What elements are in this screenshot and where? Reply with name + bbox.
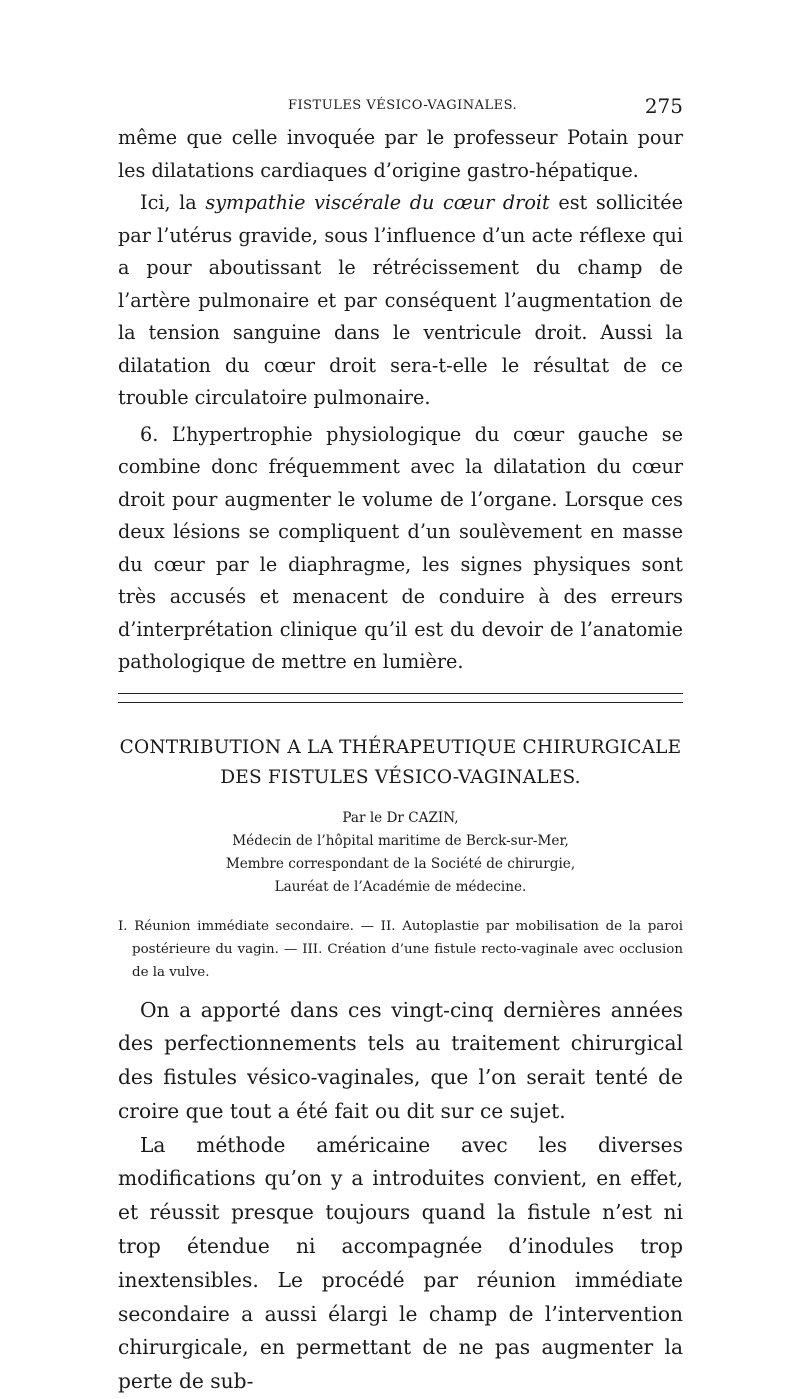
article-title-line: DES FISTULES VÉSICO-VAGINALES.	[118, 763, 683, 793]
paragraph: 6. L’hypertrophie physiologique du cœur gauche se combine donc fréquemment avec la dilatation du cœur droit pour augmenter le volume de l’organe. Lorsque ces deux lésions se compliquent d’un soulèvement en masse du cœur par le diaphragme, les signes physiques sont très accusés et menacent de conduire à des erreurs d’interprétation clinique qu’il est du devoir de l’anatomie pathologique de mettre en lumière.	[118, 419, 683, 679]
paragraph	[118, 187, 683, 415]
paragraph-text: Ici, la	[140, 191, 205, 214]
page-header	[118, 96, 683, 122]
paragraph: La méthode américaine avec les diverses modifications qu’on y a introduites convient, en effet, et réussit presque toujours quand la fistule n’est ni trop étendue ni accompagnée d’inodules trop inextensibles. Le procédé par réunion immédiate secondaire a aussi élargi le champ de l’intervention chirurgicale, en permettant de ne pas augmenter la perte de sub-	[118, 1129, 683, 1399]
author-affiliation: Lauréat de l’Académie de médecine.	[118, 876, 683, 899]
running-title: FISTULES VÉSICO-VAGINALES.	[288, 98, 517, 113]
author-affiliation: Membre correspondant de la Société de chirurgie,	[118, 853, 683, 876]
paragraph-text: est sollicitée par l’utérus gravide, sous l’influence d’un acte réflexe qui a pour aboutissant le rétrécissement du champ de l’artère pulmonaire et par conséquent l’augmentation de la tension sanguine dans le ventricule droit. Aussi la dilatation du cœur droit sera-t-elle le résultat de ce trouble circulatoire pulmonaire.	[118, 191, 683, 409]
emphasis-text: sympathie viscérale du cœur droit	[205, 191, 549, 214]
previous-article-end	[118, 122, 683, 679]
article-body	[118, 994, 683, 1399]
byline	[118, 807, 683, 899]
section-separator	[118, 693, 683, 703]
book-page	[118, 96, 683, 1399]
article-title	[118, 733, 683, 793]
paragraph: même que celle invoquée par le professeur Potain pour les dilatations cardiaques d’origine gastro-hépatique.	[118, 122, 683, 187]
page-number: 275	[645, 94, 683, 118]
paragraph: On a apporté dans ces vingt-cinq dernières années des perfectionnements tels au traitement chirurgical des fistules vésico-vaginales, que l’on serait tenté de croire que tout a été fait ou dit sur ce sujet.	[118, 994, 683, 1129]
author-affiliation: Médecin de l’hôpital maritime de Berck-sur-Mer,	[118, 830, 683, 853]
article-title-line: CONTRIBUTION A LA THÉRAPEUTIQUE CHIRURGICALE	[118, 733, 683, 763]
article-contents: I. Réunion immédiate secondaire. — II. Autoplastie par mobilisation de la paroi postérieure du vagin. — III. Création d’une fistule recto-vaginale avec occlusion de la vulve.	[118, 915, 683, 984]
author-name: Par le Dr CAZIN,	[118, 807, 683, 830]
